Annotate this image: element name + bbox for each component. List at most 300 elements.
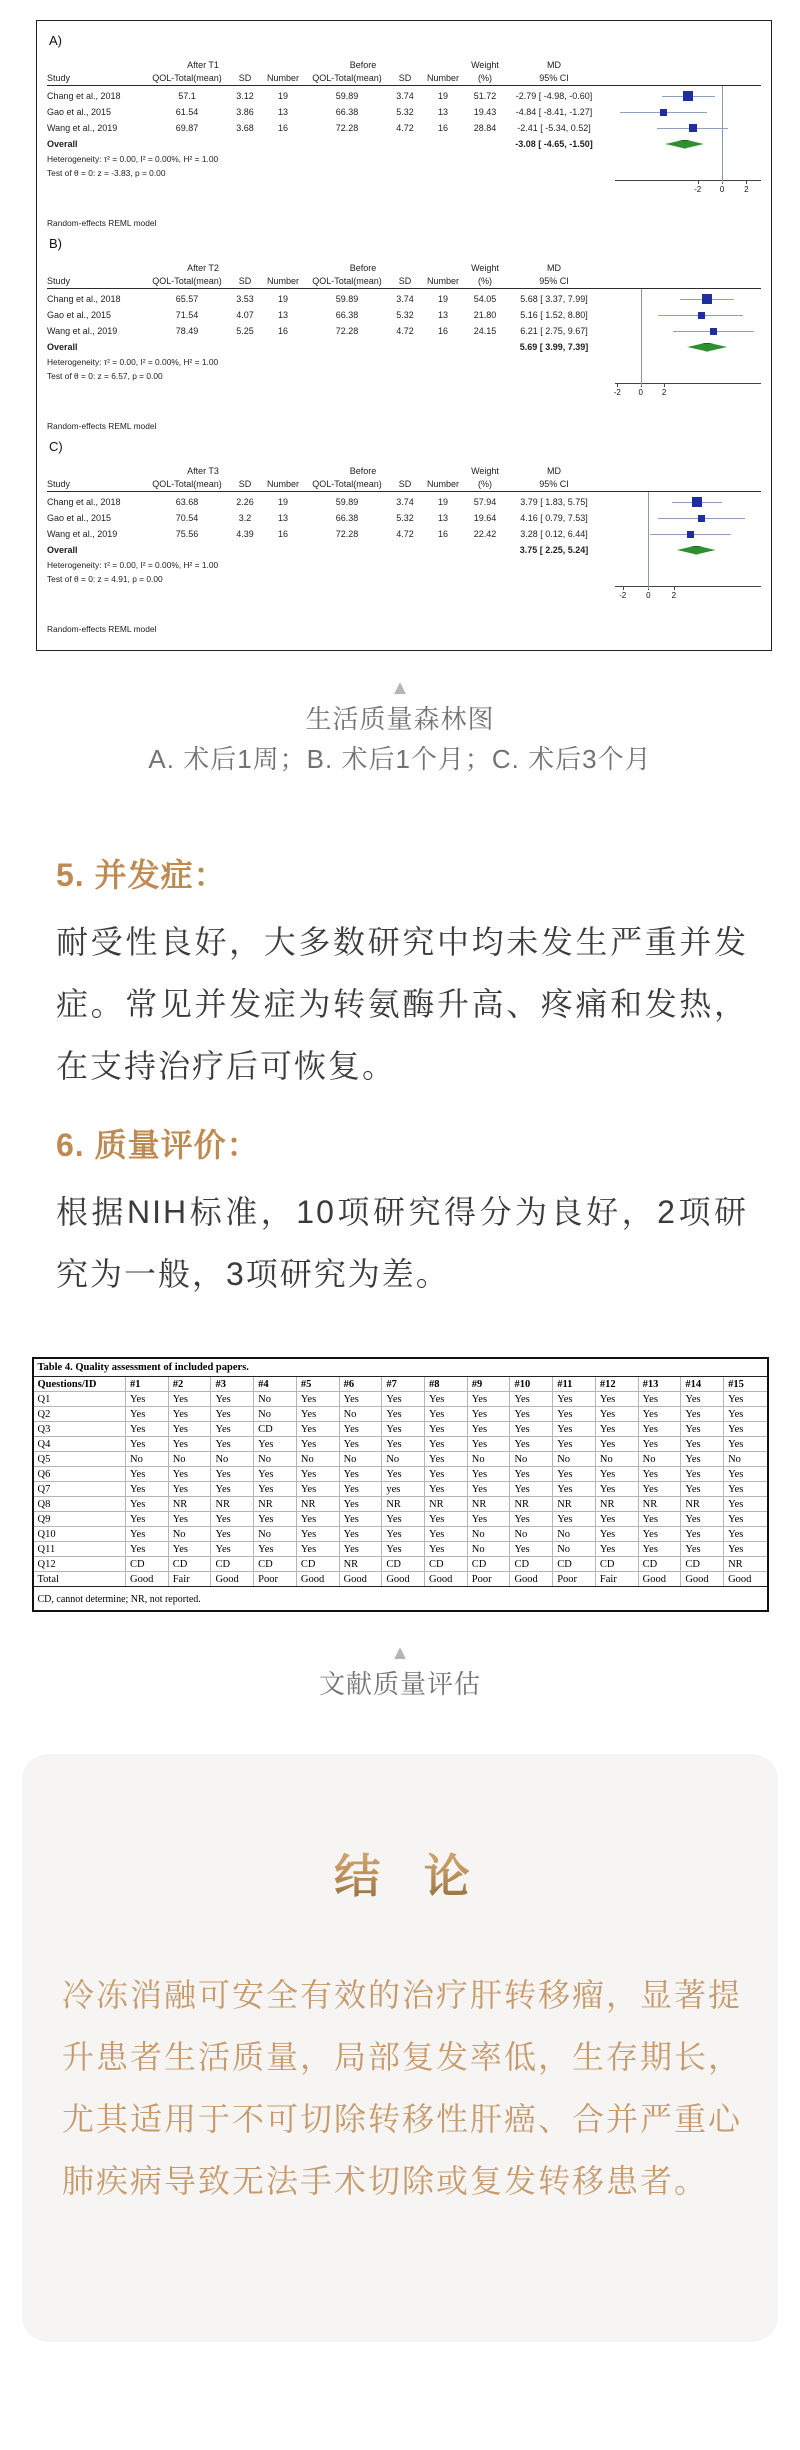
cell: Yes	[211, 1512, 254, 1527]
cell: No	[467, 1542, 510, 1557]
cell: Yes	[425, 1482, 468, 1497]
cell: No	[553, 1542, 596, 1557]
cell: Yes	[638, 1467, 681, 1482]
cell: No	[339, 1452, 382, 1467]
cell: Yes	[339, 1422, 382, 1437]
ci-plot-cell	[615, 323, 761, 339]
data-cell: 3.79 [ 1.83, 5.75]	[520, 497, 588, 507]
col-header-cell: Study	[47, 479, 71, 489]
data-cell: 4.39	[236, 529, 254, 539]
section-quality-heading: 6. 质量评价：	[56, 1127, 260, 1163]
data-cell: 13	[437, 107, 448, 117]
cell: Yes	[425, 1542, 468, 1557]
cell: CD	[510, 1557, 553, 1572]
col-header-cell: Number	[266, 276, 299, 286]
forest-col-header	[47, 274, 771, 288]
row-label: Q1	[34, 1392, 126, 1407]
ci-plot-cell	[615, 526, 761, 542]
quality-table-row	[34, 1437, 767, 1452]
cell: Yes	[382, 1512, 425, 1527]
data-cell: 63.68	[175, 497, 199, 507]
data-cell: 16	[277, 123, 288, 133]
overall-diamond-cell	[615, 136, 761, 152]
cell: Yes	[382, 1542, 425, 1557]
group-header-cell: Before	[349, 465, 377, 476]
cell: Yes	[382, 1407, 425, 1422]
quality-table-row	[34, 1407, 767, 1422]
cell: Yes	[254, 1482, 297, 1497]
cell: Yes	[211, 1482, 254, 1497]
cell: Yes	[553, 1512, 596, 1527]
col-header-cell: QOL-Total(mean)	[152, 73, 222, 83]
cell: Yes	[339, 1392, 382, 1407]
axis-tick-label: 0	[719, 185, 725, 194]
ci-plot-cell	[615, 120, 761, 136]
cell: NR	[254, 1497, 297, 1512]
cell: Yes	[126, 1392, 169, 1407]
cell: CD	[254, 1422, 297, 1437]
cell: Yes	[724, 1527, 767, 1542]
quality-table-row	[34, 1422, 767, 1437]
col-header-cell: 95% CI	[539, 276, 569, 286]
data-cell: 72.28	[335, 326, 359, 336]
cell: NR	[510, 1497, 553, 1512]
data-cell: 59.89	[335, 294, 359, 304]
cell: Yes	[168, 1467, 211, 1482]
study-name: Gao et al., 2015	[47, 513, 112, 523]
axis-tick-label: 2	[671, 591, 677, 600]
data-cell: 19	[277, 294, 288, 304]
axis-tick-label: 0	[638, 388, 643, 397]
cell: Yes	[211, 1542, 254, 1557]
forest-overall-row	[47, 339, 761, 355]
forest-body	[47, 491, 761, 608]
cell: NR	[339, 1557, 382, 1572]
table-caption: 文献质量评估	[318, 1669, 481, 1699]
study-name: Gao et al., 2015	[47, 310, 112, 320]
overall-ci: 5.69 [ 3.99, 7.39]	[519, 342, 589, 352]
data-cell: 72.28	[335, 529, 359, 539]
cell: Yes	[724, 1467, 767, 1482]
data-cell: 16	[277, 326, 288, 336]
cell: Yes	[510, 1542, 553, 1557]
quality-table-row	[34, 1557, 767, 1572]
cell: CD	[168, 1557, 211, 1572]
quality-table-title: Table 4. Quality assessment of included papers.	[34, 1359, 767, 1377]
cell: Good	[681, 1572, 724, 1587]
overall-ci: 3.75 [ 2.25, 5.24]	[519, 545, 589, 555]
row-label: Q9	[34, 1512, 126, 1527]
forest-study-row	[47, 104, 761, 120]
row-label: Total	[34, 1572, 126, 1587]
effect-square	[698, 515, 705, 522]
cell: Yes	[724, 1392, 767, 1407]
row-label: Q3	[34, 1422, 126, 1437]
data-cell: 65.57	[175, 294, 199, 304]
cell: Yes	[467, 1437, 510, 1452]
data-cell: 3.12	[236, 91, 254, 101]
data-cell: 4.72	[396, 529, 414, 539]
cell: Poor	[467, 1572, 510, 1587]
data-cell: -4.84 [ -8.41, -1.27]	[515, 107, 593, 117]
cell: Yes	[467, 1482, 510, 1497]
quality-table-grid	[34, 1377, 767, 1587]
column-header: #13	[638, 1377, 681, 1392]
data-cell: 57.1	[178, 91, 196, 101]
cell: Yes	[382, 1392, 425, 1407]
cell: Yes	[254, 1437, 297, 1452]
effect-square	[710, 328, 717, 335]
data-cell: 69.87	[175, 123, 199, 133]
row-label: Q5	[34, 1452, 126, 1467]
cell: No	[126, 1452, 169, 1467]
forest-study-row	[47, 510, 761, 526]
quality-table-header-row	[34, 1377, 767, 1392]
cell: Yes	[126, 1512, 169, 1527]
effect-square	[702, 294, 712, 304]
test-note: Test of θ = 0: z = 4.91, p = 0.00	[47, 574, 163, 584]
col-header-cell: SD	[238, 479, 252, 489]
cell: Yes	[510, 1422, 553, 1437]
cell: NR	[296, 1497, 339, 1512]
cell: CD	[254, 1557, 297, 1572]
cell: Yes	[126, 1482, 169, 1497]
col-header-cell: Number	[266, 73, 299, 83]
data-cell: 13	[437, 513, 448, 523]
data-cell: 19.64	[473, 513, 497, 523]
cell: Yes	[724, 1407, 767, 1422]
col-header-cell: Study	[47, 276, 71, 286]
study-name: Gao et al., 2015	[47, 107, 112, 117]
data-cell: 13	[277, 310, 288, 320]
cell: Yes	[168, 1407, 211, 1422]
data-cell: 3.68	[236, 123, 254, 133]
cell: Yes	[425, 1422, 468, 1437]
col-header-cell: QOL-Total(mean)	[312, 73, 382, 83]
data-cell: 22.42	[473, 529, 497, 539]
data-cell: 19	[277, 91, 288, 101]
cell: Yes	[168, 1512, 211, 1527]
cell: Yes	[681, 1452, 724, 1467]
cell: Yes	[595, 1392, 638, 1407]
section-complications-heading: 5. 并发症：	[56, 857, 227, 893]
forest-group-header	[47, 58, 771, 71]
axis-tick	[698, 181, 699, 184]
data-cell: 16	[277, 529, 288, 539]
data-cell: 4.16 [ 0.79, 7.53]	[520, 513, 588, 523]
cell: NR	[467, 1497, 510, 1512]
quality-table-row	[34, 1512, 767, 1527]
column-header: #8	[425, 1377, 468, 1392]
cell: Yes	[553, 1407, 596, 1422]
group-header-cell: MD	[547, 59, 561, 70]
data-cell: 4.72	[396, 326, 414, 336]
cell: Yes	[211, 1527, 254, 1542]
cell: CD	[681, 1557, 724, 1572]
data-cell: 3.74	[396, 294, 414, 304]
cell: CD	[595, 1557, 638, 1572]
data-cell: 51.72	[473, 91, 497, 101]
quality-table-row	[34, 1482, 767, 1497]
data-cell: 21.80	[473, 310, 497, 320]
cell: NR	[168, 1497, 211, 1512]
col-header-cell: SD	[238, 73, 252, 83]
data-cell: 19	[277, 497, 288, 507]
col-header-cell: (%)	[478, 73, 492, 83]
panel-label: A)	[49, 33, 62, 48]
data-cell: 3.74	[396, 497, 414, 507]
group-header-cell: MD	[547, 262, 561, 273]
cell: Yes	[296, 1482, 339, 1497]
cell: Yes	[425, 1407, 468, 1422]
quality-table-row	[34, 1392, 767, 1407]
cell: Yes	[595, 1512, 638, 1527]
data-cell: 3.74	[396, 91, 414, 101]
cell: No	[168, 1527, 211, 1542]
cell: Yes	[296, 1512, 339, 1527]
col-header-cell: Number	[426, 73, 459, 83]
quality-table-row	[34, 1572, 767, 1587]
study-name: Chang et al., 2018	[47, 294, 121, 304]
cell: No	[510, 1527, 553, 1542]
forest-overall-row	[47, 542, 761, 558]
forest-overall-row	[47, 136, 761, 152]
row-label: Q12	[34, 1557, 126, 1572]
data-cell: 5.25	[236, 326, 254, 336]
data-cell: 4.07	[236, 310, 254, 320]
axis-row	[47, 586, 761, 608]
cell: Yes	[638, 1392, 681, 1407]
cell: Yes	[553, 1422, 596, 1437]
effect-square	[683, 91, 693, 101]
cell: No	[254, 1392, 297, 1407]
cell: Yes	[211, 1467, 254, 1482]
cell: Yes	[595, 1422, 638, 1437]
forest-panel	[47, 236, 771, 431]
row-label: Q8	[34, 1497, 126, 1512]
data-cell: 5.32	[396, 107, 414, 117]
cell: Yes	[425, 1392, 468, 1407]
zero-line	[641, 289, 642, 386]
cell: Yes	[425, 1512, 468, 1527]
conclusion-title: 结 论	[62, 1840, 742, 1906]
ci-plot-cell	[615, 88, 761, 104]
collapse-triangle-icon: ▲	[390, 677, 410, 699]
data-cell: 5.32	[396, 310, 414, 320]
overall-ci: -3.08 [ -4.65, -1.50]	[515, 139, 593, 149]
column-header: Questions/ID	[34, 1377, 126, 1392]
section-complications	[56, 853, 748, 1097]
quality-table-row	[34, 1452, 767, 1467]
cell: Fair	[168, 1572, 211, 1587]
cell: Yes	[425, 1452, 468, 1467]
cell: NR	[211, 1497, 254, 1512]
axis-tick-label: -2	[619, 591, 627, 600]
forest-study-row	[47, 88, 761, 104]
cell: Yes	[382, 1422, 425, 1437]
data-cell: 19	[437, 294, 448, 304]
quality-table-row	[34, 1542, 767, 1557]
cell: Yes	[168, 1392, 211, 1407]
cell: Good	[296, 1572, 339, 1587]
cell: Yes	[724, 1437, 767, 1452]
cell: Yes	[595, 1407, 638, 1422]
forest-plots	[47, 33, 771, 634]
data-cell: 19	[437, 91, 448, 101]
heterogeneity-note: Heterogeneity: τ² = 0.00, I² = 0.00%, H² = 1.00	[47, 154, 219, 164]
axis-tick	[664, 384, 665, 387]
cell: No	[254, 1407, 297, 1422]
axis-tick-label: 2	[744, 185, 749, 194]
column-header: #6	[339, 1377, 382, 1392]
column-header: #7	[382, 1377, 425, 1392]
cell: Yes	[126, 1542, 169, 1557]
data-cell: 16	[437, 529, 448, 539]
cell: Yes	[638, 1482, 681, 1497]
data-cell: 66.38	[335, 107, 359, 117]
group-header-cell: Weight	[471, 262, 499, 273]
cell: Yes	[510, 1512, 553, 1527]
cell: Yes	[724, 1512, 767, 1527]
cell: Yes	[724, 1482, 767, 1497]
forest-study-row	[47, 526, 761, 542]
effect-square	[689, 124, 697, 132]
cell: Yes	[510, 1392, 553, 1407]
cell: Yes	[638, 1512, 681, 1527]
cell: No	[168, 1452, 211, 1467]
cell: Yes	[467, 1407, 510, 1422]
column-header: #10	[510, 1377, 553, 1392]
cell: Yes	[254, 1512, 297, 1527]
column-header: #14	[681, 1377, 724, 1392]
cell: No	[254, 1527, 297, 1542]
cell: Yes	[510, 1407, 553, 1422]
cell: NR	[595, 1497, 638, 1512]
heterogeneity-note: Heterogeneity: τ² = 0.00, I² = 0.00%, H² = 1.00	[47, 560, 219, 570]
data-cell: -2.79 [ -4.98, -0.60]	[515, 91, 593, 101]
col-header-cell: QOL-Total(mean)	[312, 479, 382, 489]
data-cell: 28.84	[473, 123, 497, 133]
effect-square	[687, 531, 694, 538]
col-header-cell: 95% CI	[539, 479, 569, 489]
col-header-cell: 95% CI	[539, 73, 569, 83]
cell: Yes	[126, 1467, 169, 1482]
cell: Yes	[595, 1467, 638, 1482]
overall-diamond-cell	[615, 339, 761, 355]
group-header-cell: After T3	[187, 465, 219, 476]
col-header-cell: (%)	[478, 479, 492, 489]
cell: Yes	[254, 1542, 297, 1557]
group-header-cell: Weight	[471, 465, 499, 476]
overall-diamond-cell	[615, 542, 761, 558]
col-header-cell: QOL-Total(mean)	[312, 276, 382, 286]
data-cell: 72.28	[335, 123, 359, 133]
col-header-cell: SD	[398, 73, 412, 83]
study-name: Chang et al., 2018	[47, 91, 121, 101]
overall-label: Overall	[47, 342, 78, 352]
test-note: Test of θ = 0: z = -3.83, p = 0.00	[47, 168, 166, 178]
cell: Yes	[126, 1422, 169, 1437]
data-cell: 16	[437, 123, 448, 133]
data-cell: 54.05	[473, 294, 497, 304]
ci-plot-cell	[615, 307, 761, 323]
col-header-cell: QOL-Total(mean)	[152, 479, 222, 489]
forest-study-row	[47, 323, 761, 339]
cell: No	[382, 1452, 425, 1467]
cell: Yes	[638, 1527, 681, 1542]
cell: Yes	[126, 1407, 169, 1422]
cell: Yes	[638, 1407, 681, 1422]
cell: CD	[553, 1557, 596, 1572]
data-cell: 13	[437, 310, 448, 320]
cell: Yes	[211, 1422, 254, 1437]
cell: Good	[382, 1572, 425, 1587]
effect-square	[692, 497, 702, 507]
data-cell: -2.41 [ -5.34, 0.52]	[517, 123, 591, 133]
data-cell: 3.28 [ 0.12, 6.44]	[520, 529, 588, 539]
axis-tick	[674, 587, 675, 590]
forest-study-row	[47, 291, 761, 307]
cell: Yes	[681, 1482, 724, 1497]
conclusion-card	[22, 1754, 778, 2342]
reml-note: Random-effects REML model	[47, 421, 157, 431]
group-header-cell: After T1	[187, 59, 219, 70]
cell: Yes	[638, 1542, 681, 1557]
data-cell: 24.15	[473, 326, 497, 336]
data-cell: 3.53	[236, 294, 254, 304]
test-note: Test of θ = 0: z = 6.57, p = 0.00	[47, 371, 163, 381]
axis-tick	[623, 587, 624, 590]
axis-tick	[617, 384, 618, 387]
forest-body	[47, 288, 761, 405]
cell: CD	[296, 1557, 339, 1572]
cell: Yes	[425, 1467, 468, 1482]
data-cell: 59.89	[335, 91, 359, 101]
panel-label: C)	[49, 439, 63, 454]
cell: Yes	[168, 1542, 211, 1557]
axis-tick	[746, 181, 747, 184]
cell: NR	[425, 1497, 468, 1512]
cell: Yes	[296, 1422, 339, 1437]
zero-line	[648, 492, 649, 589]
row-label: Q4	[34, 1437, 126, 1452]
column-header: #9	[467, 1377, 510, 1392]
cell: Yes	[211, 1392, 254, 1407]
quality-table-row	[34, 1527, 767, 1542]
axis-tick-label: -2	[694, 185, 702, 194]
col-header-cell: QOL-Total(mean)	[152, 276, 222, 286]
cell: yes	[382, 1482, 425, 1497]
data-cell: 70.54	[175, 513, 199, 523]
cell: No	[724, 1452, 767, 1467]
column-header: #1	[126, 1377, 169, 1392]
row-label: Q6	[34, 1467, 126, 1482]
overall-diamond	[687, 343, 727, 352]
col-header-cell: (%)	[478, 276, 492, 286]
cell: Yes	[553, 1437, 596, 1452]
figure-caption-subtitle: A. 术后1周；B. 术后1个月；C. 术后3个月	[148, 744, 652, 774]
panel-label: B)	[49, 236, 62, 251]
quality-table-row	[34, 1497, 767, 1512]
data-cell: 3.2	[238, 513, 252, 523]
section-quality	[56, 1123, 748, 1305]
overall-diamond	[677, 546, 715, 555]
study-name: Wang et al., 2019	[47, 326, 118, 336]
data-cell: 5.16 [ 1.52, 8.80]	[520, 310, 588, 320]
data-cell: 3.86	[236, 107, 254, 117]
cell: No	[638, 1452, 681, 1467]
forest-group-header	[47, 261, 771, 274]
